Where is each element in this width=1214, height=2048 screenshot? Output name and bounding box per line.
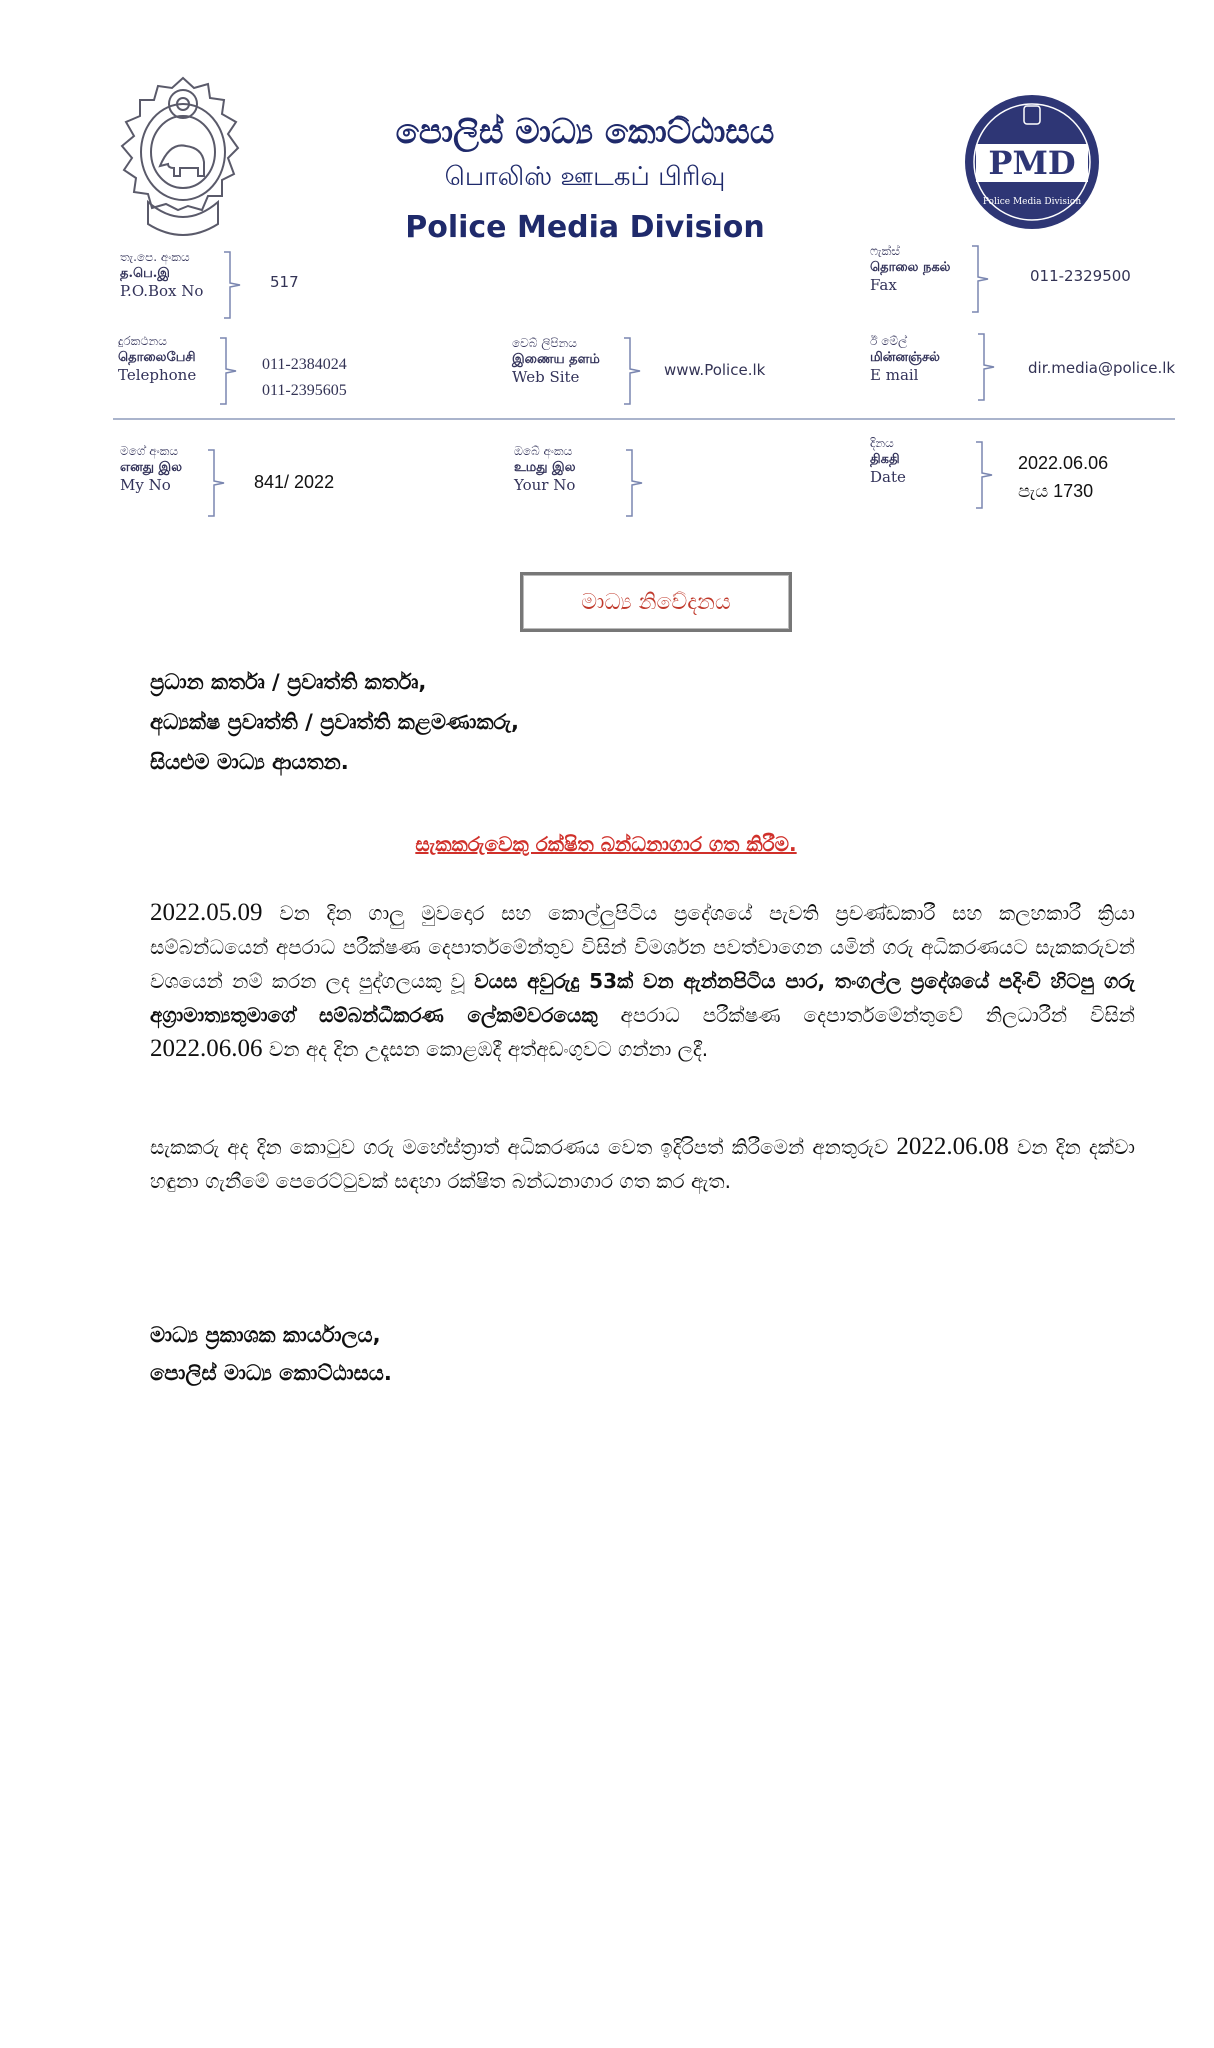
my-no-value: 841/ 2022 bbox=[254, 472, 335, 492]
date-label: දිනය திகதி Date bbox=[870, 436, 906, 487]
addressee-line-2: අධ්‍යක්ෂ ප්‍රවෘත්ති / ප්‍රවෘත්ති කළමණාකරු, bbox=[150, 710, 520, 734]
my-no-label: මගේ අංකය எனது இல My No bbox=[120, 444, 182, 495]
telephone-values bbox=[262, 352, 347, 403]
release-heading: සැකකරුවෙකු රක්ෂිත බන්ධනාගාර ගත කිරීම. bbox=[415, 832, 797, 856]
addressee-line-1: ප්‍රධාන කර්තෘ / ප්‍රවෘත්ති කර්තෘ, bbox=[150, 670, 427, 694]
email-brace bbox=[976, 332, 998, 402]
date-value: 2022.06.06 bbox=[1018, 453, 1109, 473]
p1-text-3: වන අද දින උදෑසන කොළඹදී අත්අඩංගුවට ගන්නා ලදී. bbox=[262, 1037, 709, 1061]
division-title-english: Police Media Division bbox=[405, 210, 765, 245]
pobox-brace bbox=[222, 250, 244, 320]
p1-bold-text: වයස අවුරුදු 53ක් වන ඇන්නපිටිය පාර, තංගල්ල ප්‍රදේශයේ පදිංචි හිටපු ගරු අග්‍රාමාත්‍යතුමාගේ සම්බන්ධීකරණ ලේකම්වරයෙකු bbox=[150, 969, 1135, 1027]
police-emblem-logo bbox=[118, 74, 248, 244]
date-brace bbox=[974, 440, 996, 510]
time-value: පැය 1730 bbox=[1018, 480, 1094, 501]
pmd-logo bbox=[962, 92, 1102, 232]
website-value[interactable]: www.Police.lk bbox=[664, 361, 766, 379]
notice-title-box bbox=[520, 572, 792, 632]
body-paragraph-2 bbox=[150, 1130, 1135, 1198]
telephone-label: දුරකථනය தொலைபேசி Telephone bbox=[118, 334, 197, 385]
email-value[interactable]: dir.media@police.lk bbox=[1028, 359, 1176, 377]
pobox-label: තැ.පෙ. අංකය த.பெ.இ P.O.Box No bbox=[120, 250, 204, 301]
my-no-brace bbox=[206, 448, 228, 518]
division-title-tamil: பொலிஸ் ஊடகப் பிரிவு bbox=[444, 162, 726, 192]
pobox-value: 517 bbox=[270, 273, 299, 291]
p1-date-1: 2022.05.09 bbox=[150, 899, 263, 926]
signoff-block bbox=[150, 1316, 392, 1392]
telephone-value-2: 011-2395605 bbox=[262, 381, 347, 399]
telephone-value-1: 011-2384024 bbox=[262, 356, 347, 373]
fax-brace bbox=[970, 244, 992, 314]
signoff-line-2: පොලිස් මාධ්‍ය කොට්ඨාසය. bbox=[150, 1361, 392, 1385]
addressee-block bbox=[150, 662, 519, 782]
notice-title: මාධ්‍ය නිවේදනය bbox=[581, 589, 731, 615]
website-label: වෙබ් ලිපිනය இணைய தளம் Web Site bbox=[512, 336, 600, 387]
p2-date: 2022.06.08 bbox=[896, 1133, 1009, 1160]
addressee-line-3: සියළුම මාධ්‍ය ආයතන. bbox=[150, 750, 349, 774]
p1-text-1: වන දින ගාලු මුවදොර සහ කොල්ලුපිටිය ප්‍රදේශයේ පැවති ප්‍රචණ්ඩකාරී සහ කලහකාරී ක්‍රියා සම්බන්ධයෙන් අපරාධ පරීක්ෂණ දෙපාර්තමේන්තුව විසින් විමර්ශන පවත්වාගෙන යමින් ගරු අධිකරණයට සැකකරුවන් වශයෙන් නම් කරන ලද පුද්ගලයකු වූ bbox=[150, 901, 1135, 993]
pmd-logo-ring-text: Police Media Division bbox=[982, 197, 1082, 207]
p1-text-2: අපරාධ පරීක්ෂණ දෙපාර්තමේන්තුවේ නිලධාරීන් විසින් bbox=[597, 1003, 1135, 1027]
division-title-sinhala: පොලිස් මාධ්‍ය කොට්ඨාසය bbox=[395, 112, 775, 152]
header-divider bbox=[113, 418, 1175, 420]
fax-label: ෆැක්ස් தொலை நகல் Fax bbox=[870, 244, 951, 295]
p1-date-2: 2022.06.06 bbox=[150, 1035, 263, 1062]
signoff-line-1: මාධ්‍ය ප්‍රකාශක කාර්යාලය, bbox=[150, 1323, 381, 1347]
p2-text-2: වන දින දක්වා හඳුනා ගැනීමේ පෙරෙට්ටුවක් සඳහා රක්ෂිත බන්ධනාගාර ගත කර ඇත. bbox=[150, 1135, 1135, 1193]
website-brace bbox=[622, 336, 644, 406]
your-no-brace bbox=[624, 448, 646, 518]
telephone-brace bbox=[218, 336, 240, 406]
your-no-label: ඔබේ අංකය உமது இல Your No bbox=[514, 444, 576, 495]
p2-text-1: සැකකරු අද දින කොටුව ගරු මහේස්ත්‍රාත් අධිකරණය වෙත ඉදිරිපත් කිරීමෙන් අනතුරුව bbox=[150, 1135, 897, 1159]
email-label: ඊ මේල් மின்னஞ்சல் E mail bbox=[870, 334, 940, 385]
pmd-logo-text: PMD bbox=[988, 144, 1076, 182]
fax-value: 011-2329500 bbox=[1030, 267, 1131, 285]
body-paragraph-1 bbox=[150, 896, 1135, 1066]
date-values bbox=[1018, 450, 1108, 506]
